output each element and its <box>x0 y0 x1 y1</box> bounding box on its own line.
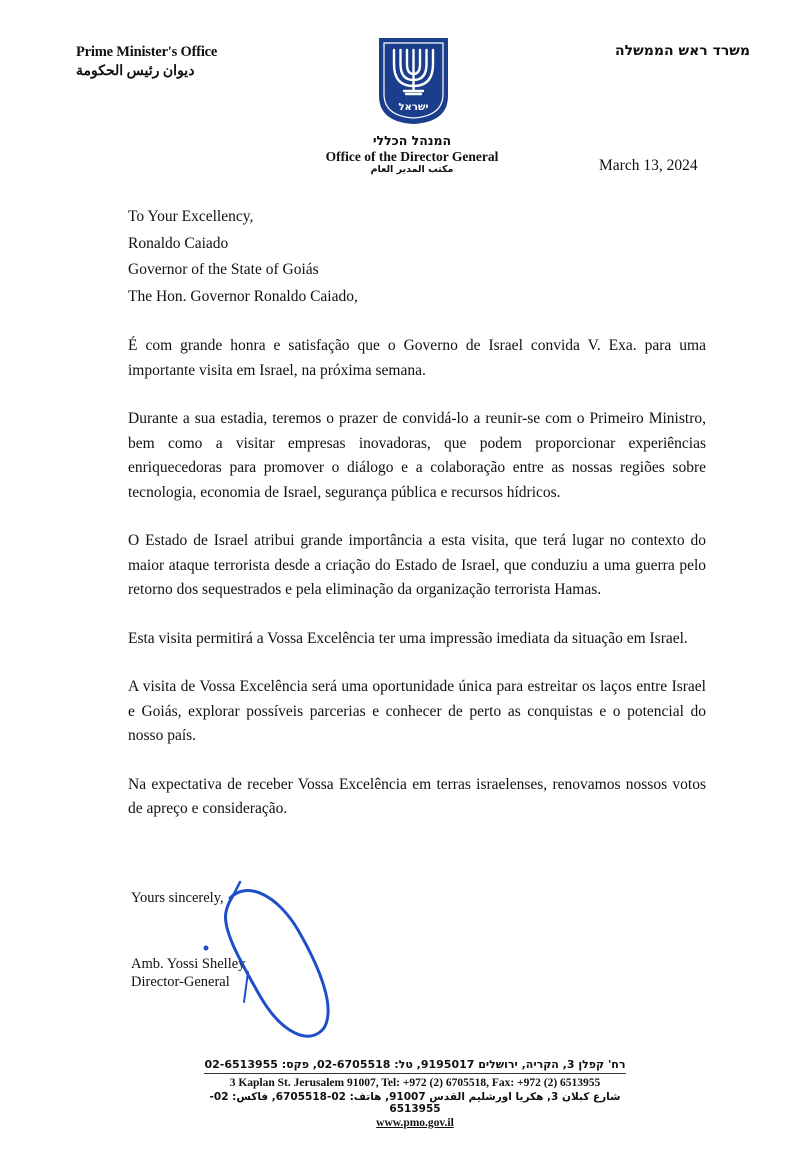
emblem-text: ישראל <box>398 102 429 113</box>
office-name-en: Prime Minister's Office <box>76 44 218 60</box>
letterhead-left <box>76 44 217 80</box>
sub-office-ar: مكتب المدير العام <box>370 164 454 175</box>
letterhead-footer <box>195 1058 635 1129</box>
closing: Yours sincerely, <box>131 890 224 906</box>
menorah-emblem-icon <box>377 36 450 126</box>
footer-website-link[interactable]: www.pmo.gov.il <box>376 1117 454 1129</box>
sub-office-he: המנהל הכללי <box>372 133 452 148</box>
address-line: To Your Excellency, <box>128 208 254 225</box>
office-name-he: משרד ראש הממשלה <box>615 43 750 59</box>
paragraph: Durante a sua estadia, teremos o prazer de convidá-lo a reunir-se com o Primeiro Ministro, bem como a visitar empresas inovadoras, que podem proporcionar experiências enriquecedoras para promover o diálogo e a colaboração entre as nossas regiões sobre tecnologia, economia de Israel, segurança pública e recursos hídricos. <box>128 410 706 501</box>
address-line: Ronaldo Caiado <box>128 234 229 252</box>
footer-address-he: רח' קפלן 3, הקריה, ירושלים 9195017, טל: 02-6705518, פקס: 02-6513955 <box>204 1058 625 1074</box>
footer-address-ar: شارع كبلان 3, هكريا اورشليم القدس 91007, هاتف: 02-6705518, فاكس: 02-6513955 <box>209 1091 621 1115</box>
footer-address-en: 3 Kaplan St. Jerusalem 91007, Tel: +972 (2) 6705518, Fax: +972 (2) 6513955 <box>229 1077 601 1089</box>
recipient-address <box>128 204 706 310</box>
paragraph: A visita de Vossa Excelência será uma oportunidade única para estreitar os laços entre Israel e Goiás, explorar possíveis parcerias e conhecer de perto as conquistas e o potencial do nosso país. <box>128 678 706 744</box>
paragraph: Na expectativa de receber Vossa Excelência em terras israelenses, renovamos nossos votos de apreço e consideração. <box>128 775 706 817</box>
paragraph: O Estado de Israel atribui grande importância a esta visita, que terá lugar no contexto do maior ataque terrorista desde a criação do Estado de Israel, que conduziu a uma guerra pelo retorno dos sequestrados e pela eliminação da organização terrorista Hamas. <box>128 532 706 598</box>
signatory-title: Director-General <box>131 974 230 990</box>
signatory-name: Amb. Yossi Shelley <box>131 956 246 972</box>
sub-office-en: Office of the Director General <box>325 149 499 164</box>
address-line: Governor of the State of Goiás <box>128 261 319 278</box>
letter-date: March 13, 2024 <box>599 157 698 174</box>
paragraph: Esta visita permitirá a Vossa Excelência ter uma impressão imediata da situação em Israel. <box>128 629 688 647</box>
address-line: The Hon. Governor Ronaldo Caiado, <box>128 287 358 305</box>
handwritten-signature-icon <box>186 872 356 1044</box>
paragraph: É com grande honra e satisfação que o Governo de Israel convida V. Exa. para uma importante visita em Israel, na próxima semana. <box>128 337 706 379</box>
sub-office-header <box>312 133 512 175</box>
letter-body <box>128 204 706 846</box>
office-name-ar: ديوان رئيس الحكومة <box>76 64 195 79</box>
